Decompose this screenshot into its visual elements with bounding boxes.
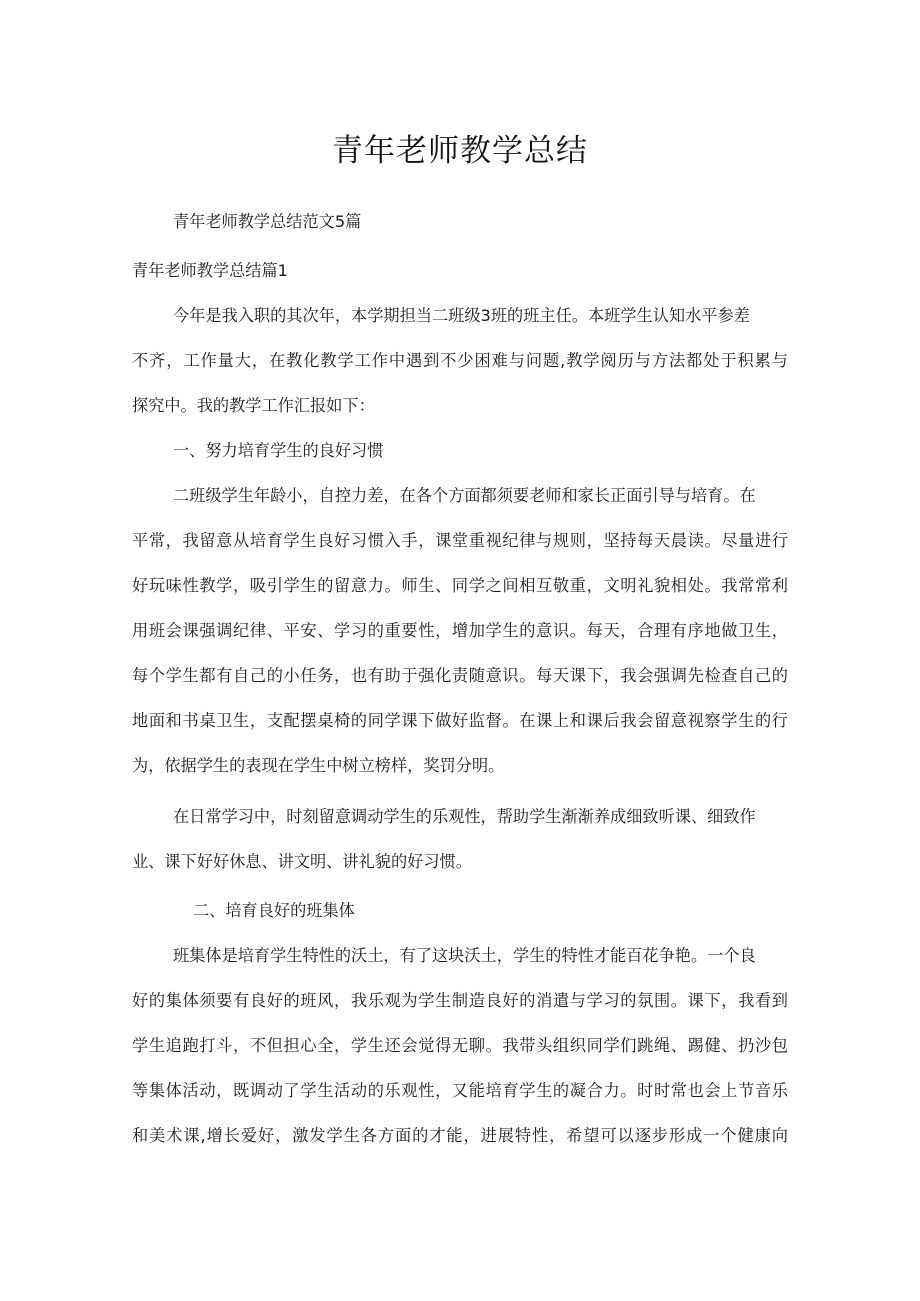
paragraph-4-line-3: 学生追跑打斗，不但担心全，学生还会觉得无聊。我带头组织同学们跳绳、踢健、扔沙包: [132, 1036, 788, 1055]
paragraph-3-line-1: 在日常学习中，时刻留意调动学生的乐观性，帮助学生渐渐养成细致听课、细致作: [173, 807, 756, 826]
paragraph-2-line-7: 为，依据学生的表现在学生中树立榜样，奖罚分明。: [132, 756, 505, 775]
paragraph-2-line-3: 好玩味性教学，吸引学生的留意力。师生、同学之间相互敬重，文明礼貌相处。我常常利: [132, 576, 788, 595]
heading-1: 一、努力培育学生的良好习惯: [173, 441, 384, 460]
paragraph-1-line-3: 探究中。我的教学工作汇报如下：: [132, 396, 375, 415]
document-title: 青年老师教学总结: [332, 133, 588, 169]
paragraph-2-line-1: 二班级学生年龄小，自控力差，在各个方面都须要老师和家长正面引导与培育。在: [173, 486, 756, 505]
paragraph-4-line-5: 和美术课,增长爱好，激发学生各方面的才能，进展特性，希望可以逐步形成一个健康向: [132, 1126, 788, 1145]
paragraph-3-line-2: 业、课下好好休息、讲文明、讲礼貌的好习惯。: [132, 852, 472, 871]
paragraph-2-line-4: 用班会课强调纪律、平安、学习的重要性，增加学生的意识。每天，合理有序地做卫生，: [132, 621, 788, 640]
document-subtitle: 青年老师教学总结范文5篇: [173, 212, 362, 231]
paragraph-2-line-2: 平常，我留意从培育学生良好习惯入手，课堂重视纪律与规则，坚持每天晨读。尽量进行: [132, 531, 788, 550]
paragraph-4-line-4: 等集体活动，既调动了学生活动的乐观性，又能培育学生的凝合力。时时常也会上节音乐: [132, 1081, 788, 1100]
section-title: 青年老师教学总结篇1: [132, 261, 288, 280]
paragraph-2-line-6: 地面和书桌卫生，支配摆桌椅的同学课下做好监督。在课上和课后我会留意视察学生的行: [132, 711, 788, 730]
paragraph-4-line-2: 好的集体须要有良好的班风，我乐观为学生制造良好的消遣与学习的氛围。课下，我看到: [132, 991, 788, 1010]
paragraph-1-line-1: 今年是我入职的其次年，本学期担当二班级3班的班主任。本班学生认知水平参差: [173, 306, 750, 325]
paragraph-4-line-1: 班集体是培育学生特性的沃土，有了这块沃土，学生的特性才能百花争艳。一个良: [173, 946, 756, 965]
heading-2: 二、培育良好的班集体: [193, 901, 355, 920]
paragraph-2-line-5: 每个学生都有自己的小任务，也有助于强化责随意识。每天课下，我会强调先检查自己的: [132, 666, 788, 685]
paragraph-1-line-2: 不齐，工作量大，在教化教学工作中遇到不少困难与问题,教学阅历与方法都处于积累与: [132, 351, 788, 370]
